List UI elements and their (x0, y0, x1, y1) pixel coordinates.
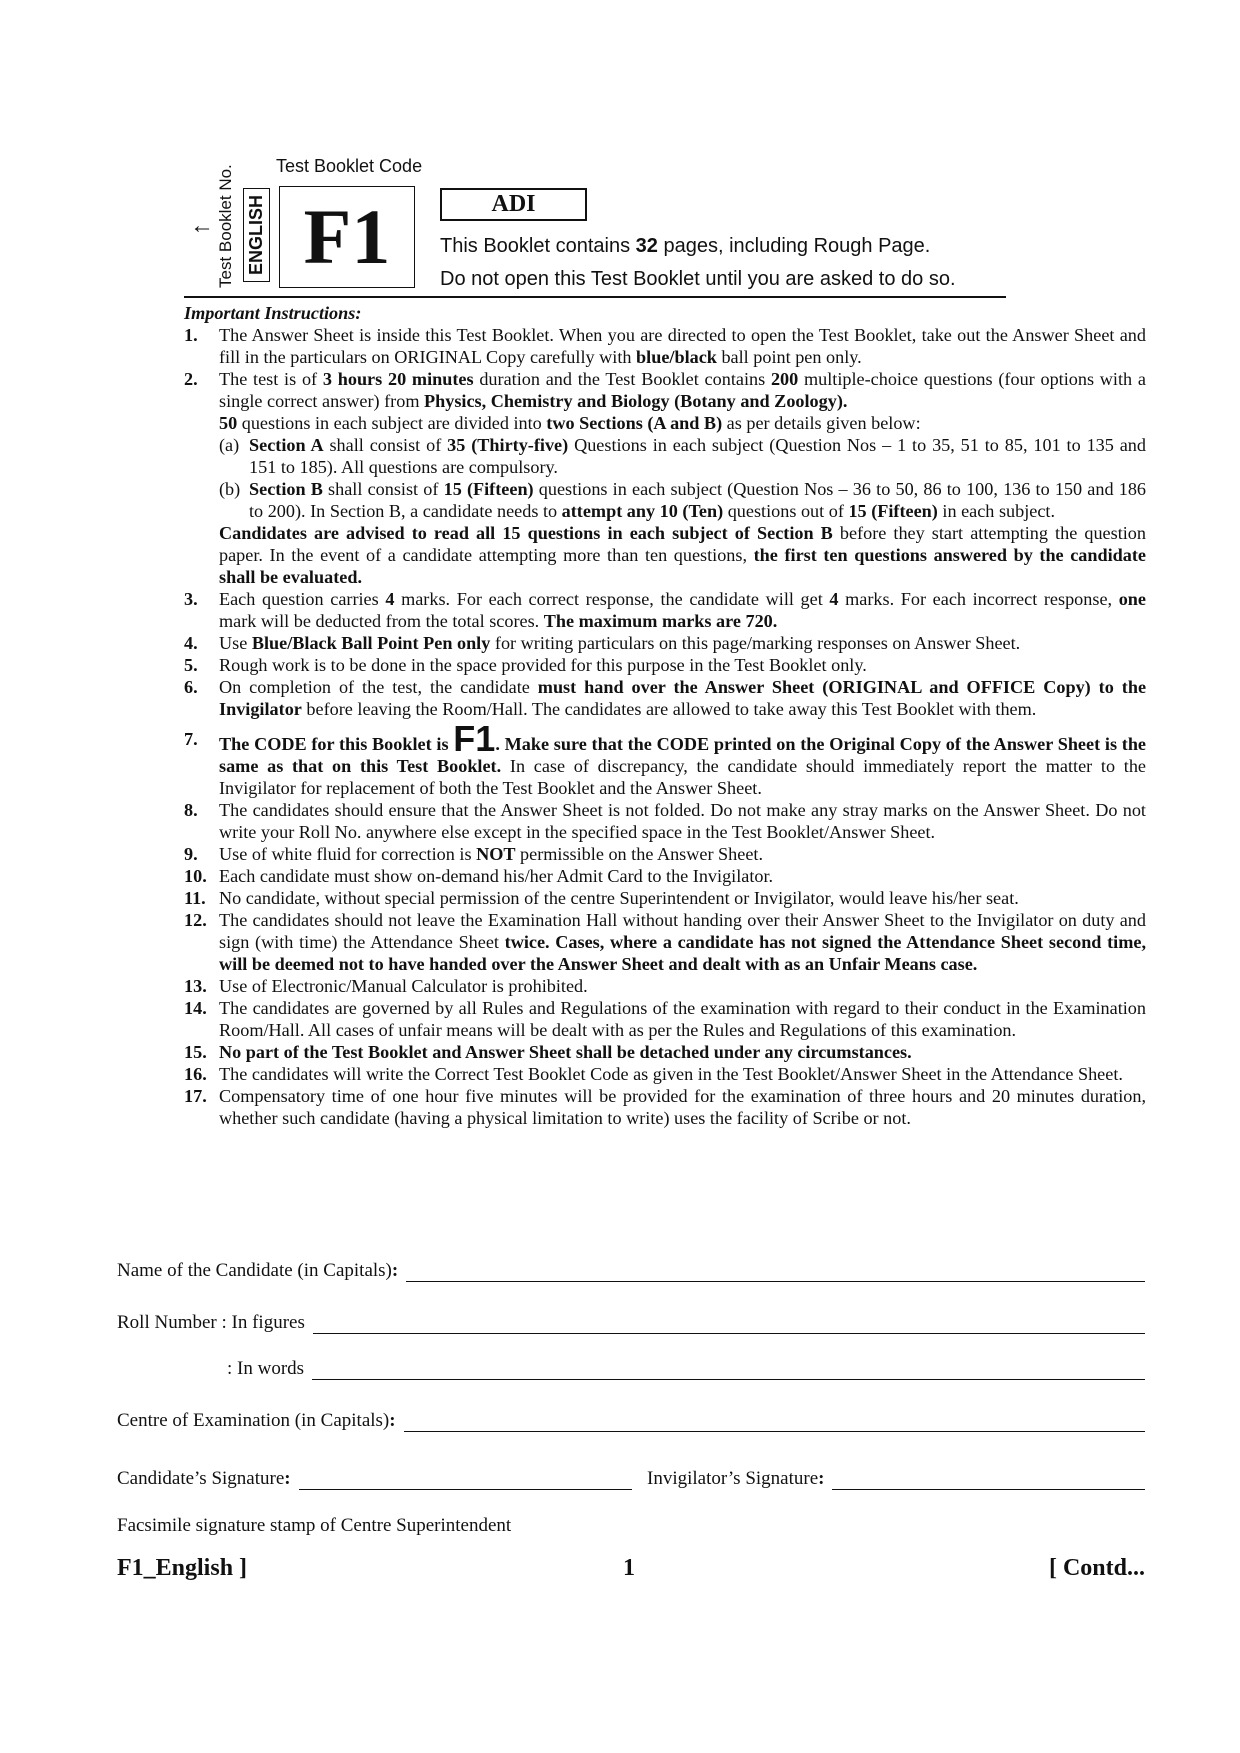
language-label: ENGLISH (243, 188, 270, 282)
text: marks. For each incorrect response, (838, 589, 1119, 609)
section-b-advice (219, 522, 1146, 588)
text-bold: Blue/Black Ball Point Pen only (251, 633, 491, 653)
open-notice: Do not open this Test Booklet until you are asked to do so. (440, 268, 956, 290)
text: The candidates should ensure that the Answer Sheet is not folded. Do not make any stray marks on the Answer Sheet. Do not write your Roll No. anywhere else except in the specified space in the Test Booklet/Answer Sheet. (219, 800, 1146, 842)
roll-words-field[interactable] (312, 1359, 1145, 1380)
instruction-item (184, 720, 1146, 799)
candidate-signature-field[interactable] (299, 1469, 632, 1490)
text-bold: Candidates are advised to read all 15 questions in each subject of Section B (219, 523, 833, 543)
test-booklet-no-label: Test Booklet No. (216, 164, 235, 288)
candidate-signature-label: Candidate’s Signature (117, 1468, 285, 1489)
text-bold: 35 (Thirty-five) (447, 435, 569, 455)
text: The candidates should not leave the Examination Hall without handing over their Answer Sheet to the Invigilator on duty and sign (with time) the Attendance Sheet (219, 910, 1146, 952)
text-bold: The CODE for this Booklet is (219, 734, 454, 754)
item-number: 1. (184, 325, 198, 345)
text-bold: attempt any 10 (Ten) (561, 501, 724, 521)
instruction-item (184, 975, 1146, 997)
instruction-item (184, 799, 1146, 843)
centre-row (117, 1410, 1145, 1432)
text: In case of discrepancy, the candidate should immediately report the matter to the Invigilator for replacement of both the Test Booklet and the Answer Sheet. (219, 756, 1147, 798)
item-number: 12. (184, 910, 207, 930)
item-number: 14. (184, 998, 207, 1018)
sub-label: (b) (219, 479, 241, 499)
text: before they start attempting the question paper. In the event of a candidate attempting more than ten questions, (219, 523, 1146, 565)
text: before leaving the Room/Hall. The candidates are allowed to take away this Test Booklet with them. (301, 699, 1037, 719)
instruction-item (184, 1041, 1146, 1063)
text: questions in each subject are divided into (237, 413, 547, 433)
colon: : (818, 1468, 825, 1489)
text-bold: 200 (770, 369, 799, 389)
text: The test is of (219, 369, 323, 389)
instruction-item (184, 654, 1146, 676)
item-number: 15. (184, 1042, 207, 1062)
pages-count: 32 (635, 235, 658, 257)
booklet-header (0, 0, 1240, 305)
text-bold: 4 (385, 589, 395, 609)
section-b-detail (219, 478, 1146, 522)
instruction-item (184, 887, 1146, 909)
roll-label: Roll Number (117, 1312, 217, 1333)
roll-figures-row (117, 1312, 1145, 1334)
colon: : (391, 1260, 399, 1281)
item-number: 6. (184, 677, 198, 697)
footer-code: F1_English ] (117, 1555, 248, 1581)
item-number: 3. (184, 589, 198, 609)
pages-info-post: pages, including Rough Page. (657, 235, 931, 257)
text: shall consist of (322, 479, 444, 499)
instruction-item (184, 632, 1146, 654)
instruction-item (184, 676, 1146, 720)
pages-info (440, 235, 930, 258)
text-bold: 3 hours 20 minutes (322, 369, 474, 389)
text: Rough work is to be done in the space provided for this purpose in the Test Booklet only. (219, 655, 867, 675)
text-bold: twice. Cases, where a candidate has not signed the Attendance Sheet second time, will be deemed not to have handed over the Answer Sheet and dealt with as an Unfair Means case. (219, 932, 1146, 974)
text-bold: . Make sure that the CODE printed on the Original Copy of the Answer Sheet is the same as that on this Test Booklet. (219, 734, 1147, 776)
instruction-item (184, 1063, 1146, 1085)
text: Questions in each subject (Question Nos – 1 to 35, 51 to 85, 101 to 135 and 151 to 185). All questions are compulsory. (249, 435, 1146, 477)
item-number: 11. (184, 888, 206, 908)
item-number: 16. (184, 1064, 207, 1084)
instruction-item (184, 368, 1146, 588)
important-instructions (184, 302, 1146, 1129)
text-bold: blue/black (636, 347, 717, 367)
text: Each question carries (219, 589, 386, 609)
text-bold: Physics, Chemistry and Biology (Botany and Zoology). (424, 391, 848, 411)
header-divider (184, 296, 1006, 298)
name-label: Name of the Candidate (in Capitals) (117, 1260, 392, 1281)
text: for writing particulars on this page/marking responses on Answer Sheet. (490, 633, 1021, 653)
sub-label: (a) (219, 435, 240, 455)
page-number: 1 (623, 1555, 635, 1581)
pages-info-pre: This Booklet contains (440, 235, 636, 257)
roll-words-row (227, 1358, 1145, 1380)
item-number: 7. (184, 729, 198, 749)
text: The candidates will write the Correct Test Booklet Code as given in the Test Booklet/Answer Sheet in the Attendance Sheet. (219, 1064, 1123, 1084)
roll-figures-field[interactable] (313, 1313, 1145, 1334)
text-bold: the first ten questions answered by the candidate shall be evaluated. (219, 545, 1147, 587)
text: On completion of the test, the candidate (219, 677, 538, 697)
section-a-detail (219, 434, 1146, 478)
text-bold: 15 (Fifteen) (848, 501, 938, 521)
item-number: 17. (184, 1086, 207, 1106)
text: ball point pen only. (716, 347, 862, 367)
text: The Answer Sheet is inside this Test Booklet. When you are directed to open the Test Booklet, take out the Answer Sheet and fill in the particulars on ORIGINAL Copy carefully with (219, 325, 1146, 367)
colon: : (389, 1410, 396, 1431)
colon: : (284, 1468, 291, 1489)
text: questions out of (723, 501, 849, 521)
left-arrow-icon: ← (190, 212, 214, 239)
text: questions in each subject (Question Nos – 36 to 50, 86 to 100, 136 to 150 and 186 to 200). In Section B, a candidate needs to (249, 479, 1147, 521)
text-bold: Section A (249, 435, 324, 455)
text: marks. For each correct response, the candidate will get (394, 589, 830, 609)
text: Each candidate must show on-demand his/her Admit Card to the Invigilator. (219, 866, 774, 886)
item-number: 13. (184, 976, 207, 996)
item-number: 5. (184, 655, 198, 675)
text: mark will be deducted from the total scores. (219, 611, 544, 631)
instruction-item (184, 1085, 1146, 1129)
candidate-signature-row (117, 1468, 632, 1490)
booklet-code-box: F1 (279, 186, 415, 288)
series-box: ADI (440, 188, 587, 221)
invigilator-signature-field[interactable] (832, 1469, 1145, 1490)
text-bold: 15 (Fifteen) (443, 479, 534, 499)
instruction-item (184, 997, 1146, 1041)
footer-contd: [ Contd... (1048, 1555, 1145, 1581)
stamp-label: Facsimile signature stamp of Centre Superintendent (117, 1515, 512, 1536)
text-bold: one (1118, 589, 1146, 609)
text-bold: must hand over the Answer Sheet (ORIGINAL and OFFICE Copy) to the Invigilator (219, 677, 1147, 719)
text: shall consist of (323, 435, 448, 455)
instructions-title: Important Instructions: (184, 303, 362, 323)
instruction-item (184, 588, 1146, 632)
name-field[interactable] (406, 1261, 1145, 1282)
text-bold: No part of the Test Booklet and Answer Sheet shall be detached under any circumstances. (219, 1042, 912, 1062)
invigilator-signature-label: Invigilator’s Signature (647, 1468, 819, 1489)
text: multiple-choice questions (four options with a single correct answer) from (219, 369, 1146, 411)
item-number: 10. (184, 866, 207, 886)
instruction-item (184, 843, 1146, 865)
text-bold: 50 (219, 413, 238, 433)
text: as per details given below: (722, 413, 921, 433)
instruction-item (184, 324, 1146, 368)
text: in each subject. (937, 501, 1056, 521)
text: Use of white fluid for correction is (219, 844, 477, 864)
text: permissible on the Answer Sheet. (515, 844, 764, 864)
instruction-item (184, 909, 1146, 975)
text: Use (219, 633, 252, 653)
text-bold: two Sections (A and B) (546, 413, 723, 433)
text-bold: 4 (829, 589, 839, 609)
text: Use of Electronic/Manual Calculator is prohibited. (219, 976, 588, 996)
booklet-code-caption: Test Booklet Code (276, 156, 423, 176)
item-number: 4. (184, 633, 198, 653)
stamp-row (117, 1515, 511, 1537)
name-row (117, 1260, 1145, 1282)
roll-words-label: : In words (227, 1358, 305, 1379)
item-number: 9. (184, 844, 198, 864)
text: duration and the Test Booklet contains (473, 369, 771, 389)
item-number: 2. (184, 369, 198, 389)
text: No candidate, without special permission of the centre Superintendent or Invigilator, would leave his/her seat. (219, 888, 1019, 908)
centre-field[interactable] (404, 1411, 1145, 1432)
roll-figures-label: : In figures (221, 1312, 305, 1333)
text-bold: Section B (249, 479, 323, 499)
instruction-item (184, 865, 1146, 887)
invigilator-signature-row (647, 1468, 1145, 1490)
centre-label: Centre of Examination (in Capitals) (117, 1410, 390, 1431)
text: The candidates are governed by all Rules and Regulations of the examination with regard to their conduct in the Examination Room/Hall. All cases of unfair means will be dealt with as per the Rules and Regulations of this examination. (219, 998, 1146, 1040)
text: Compensatory time of one hour five minutes will be provided for the examination of three hours and 20 minutes duration, whether such candidate (having a physical limitation to write) uses the facility of Scribe or not. (219, 1086, 1146, 1128)
text-bold: NOT (476, 844, 516, 864)
inline-booklet-code: F1 (453, 718, 496, 759)
text-bold: The maximum marks are 720. (543, 611, 778, 631)
item-number: 8. (184, 800, 198, 820)
